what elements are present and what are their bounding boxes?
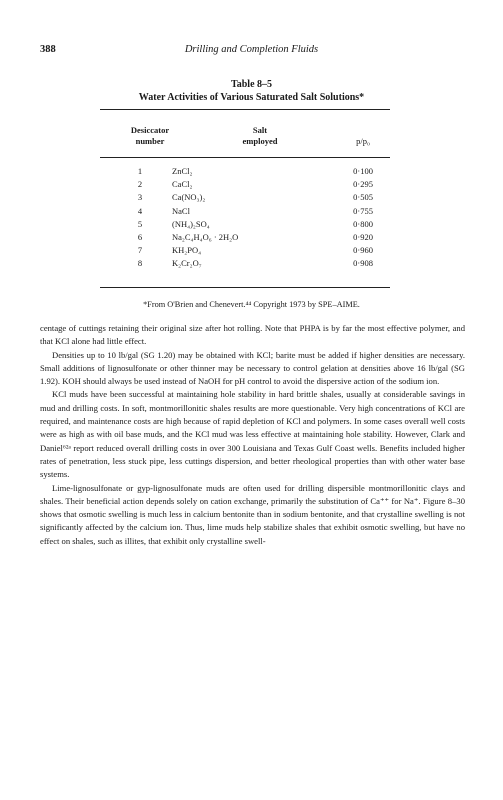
table-body	[100, 166, 390, 272]
water-activity: 0·908	[353, 258, 373, 269]
salt-name: ZnCl₂	[172, 166, 193, 176]
table-row	[100, 258, 390, 271]
water-activity: 0·505	[353, 192, 373, 203]
column-header-desiccator: Desiccator number	[130, 125, 170, 146]
salt-name: Ca(NO₃)₂	[172, 192, 206, 203]
water-activity: 0·800	[353, 218, 373, 229]
page-number: 388	[40, 44, 56, 55]
water-activity: 0·920	[353, 231, 373, 242]
water-activity: 0·295	[353, 179, 373, 190]
running-header	[40, 44, 463, 58]
table-caption	[40, 78, 463, 104]
paragraph: KCl muds have been successful at maintaining hole stability in hard brittle shales, usually at considerable savings in mud and drilling costs. In soft, montmorillonitic shales results are more questionable. Very high concentrations of KCl are required, and maintenance costs are high because of rapid depletion of KCl and polymers. In some cases overall well costs were as high as with oil base muds, and the KCl mud was less effective at maintaining hole stability. However, Clark and Daniel⁶²ᵃ report reduced overall drilling costs in over 300 Louisiana and Texas Gulf Coast wells. Benefits included higher rates of penetration, less stuck pipe, less cuttings dispersion, and better rheological properties than with other water base systems.	[40, 389, 465, 480]
table-label: Table 8–5	[230, 79, 273, 90]
table-row	[100, 232, 390, 245]
desiccator-number: 1	[137, 166, 143, 176]
table-top-rule	[100, 109, 390, 110]
table-row	[100, 179, 390, 192]
water-activity: 0·960	[353, 245, 373, 256]
table-bottom-rule	[100, 287, 390, 288]
table-header-rule	[100, 157, 390, 158]
desiccator-number: 5	[137, 218, 143, 229]
salt-name: NaCl	[172, 205, 190, 216]
desiccator-number: 7	[137, 245, 143, 256]
table-row	[100, 166, 390, 179]
salt-name: CaCl₂	[172, 179, 193, 190]
paragraph: Lime-lignosulfonate or gyp-lignosulfonate muds are often used for drilling dispersible montmorillonitic clays and shales. Their beneficial action depends solely on cation exchange, primarily the substitution of Ca⁺⁺ for Na⁺. Figure 8–30 shows that osmotic swelling is much less in calcium bentonite than in sodium bentonite, and that crystalline swelling is not significantly affected by the calcium ion. Thus, lime muds help stabilize shales that exhibit osmotic swelling, but have no effect on shales, such as illites, that exhibit only crystalline swell-	[40, 482, 465, 546]
desiccator-number: 3	[137, 192, 143, 203]
column-header-salt: Salt employed	[242, 125, 278, 146]
salt-name: K₂Cr₂O₇	[172, 258, 202, 269]
salt-name: KH₂PO₄	[172, 245, 202, 256]
desiccator-number: 8	[137, 258, 143, 269]
water-activity: 0·755	[353, 205, 373, 216]
salt-name: (NH₄)₂SO₄	[172, 218, 210, 229]
table-title: Water Activities of Various Saturated Salt Solutions*	[138, 92, 365, 103]
water-activity: 0·100	[353, 166, 373, 176]
running-title: Drilling and Completion Fluids	[184, 44, 319, 55]
desiccator-number: 4	[137, 205, 143, 216]
salt-name: Na₂C₄H₄O₆ · 2H₂O	[172, 231, 239, 242]
table-row	[100, 245, 390, 258]
table-row	[100, 206, 390, 219]
table-row	[100, 192, 390, 205]
column-header-ratio: p/p₀	[356, 136, 370, 146]
desiccator-number: 6	[137, 231, 143, 242]
table-footnote: *From O'Brien and Chenevert.⁴⁴ Copyright 1973 by SPE–AIME.	[143, 300, 360, 309]
desiccator-number: 2	[137, 179, 143, 190]
paragraph: Densities up to 10 lb/gal (SG 1.20) may be obtained with KCl; barite must be added if higher densities are necessary. Small additions of lignosulfonate or other thinner may be necessary to control gelation at densities above 16 lb/gal (SG 1.92). KOH should always be used instead of NaOH for pH control to avoid the dispersive action of the sodium ion.	[40, 349, 465, 387]
table-row	[100, 219, 390, 232]
paragraph: centage of cuttings retaining their original size after hot rolling. Note that PHPA is by far the most effective polymer, and that KCl alone had little effect.	[40, 323, 465, 347]
body-text	[40, 322, 465, 548]
